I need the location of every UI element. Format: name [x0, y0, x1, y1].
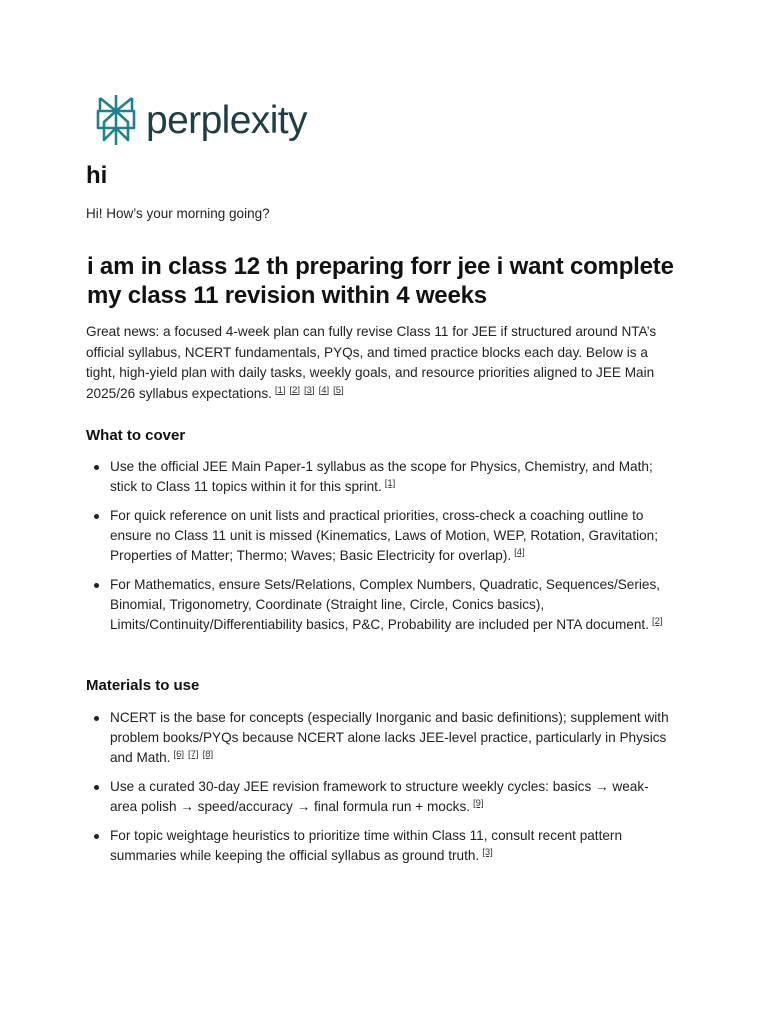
- citation-link[interactable]: [9]: [473, 798, 484, 809]
- list-item: [90, 826, 674, 866]
- citation-link[interactable]: [2]: [289, 384, 301, 396]
- list-item-text: For Mathematics, ensure Sets/Relations, Complex Numbers, Quadratic, Sequences/Series, Binomial, Trigonometry, Coordinate (Straight line, Circle, Conics basics), Limits/Continuity/Differentiability basics, P&C, Probability are included per NTA document.: [110, 577, 661, 632]
- bullet-dot: [94, 834, 99, 839]
- list-item-text: NCERT is the base for concepts (especially Inorganic and basic definitions); supplement with problem books/PYQs because NCERT alone lacks JEE-level practice, particularly in Physics and Math.: [110, 710, 669, 765]
- list-item: [90, 708, 674, 768]
- answer-text: Hi! How’s your morning going?: [86, 206, 270, 221]
- perplexity-logo-icon: [94, 94, 138, 146]
- bullet-dot: [94, 514, 99, 519]
- question-title: i am in class 12 th preparing forr jee i want complete my class 11 revision within 4 weeks: [87, 253, 674, 309]
- bullet-list: [90, 708, 674, 875]
- bullet-dot: [94, 583, 99, 588]
- citation-link[interactable]: [7]: [188, 749, 199, 760]
- section-heading: What to cover: [86, 427, 186, 444]
- citation-link[interactable]: [1]: [274, 384, 286, 396]
- list-item-text: Use the official JEE Main Paper-1 syllabus as the scope for Physics, Chemistry, and Math; stick to Class 11 topics within it for this sprint.: [110, 459, 653, 494]
- answer-intro: [86, 322, 676, 404]
- citation-link[interactable]: [4]: [318, 384, 330, 396]
- citation-link[interactable]: [4]: [514, 547, 525, 558]
- citation-link[interactable]: [1]: [384, 478, 396, 489]
- list-item: [90, 575, 674, 635]
- citation-link[interactable]: [5]: [333, 384, 344, 396]
- citation-link[interactable]: [8]: [202, 749, 214, 760]
- perplexity-logo[interactable]: [94, 94, 307, 146]
- list-item-text: For quick reference on unit lists and practical priorities, cross-check a coaching outline to ensure no Class 11 unit is missed (Kinematics, Laws of Motion, WEP, Rotation, Gravitation; Properties of Matter; Thermo; Waves; Basic Electricity for overlap).: [110, 508, 659, 563]
- bullet-dot: [94, 785, 99, 790]
- list-item-text: For topic weightage heuristics to prioritize time within Class 11, consult recent pattern summaries while keeping the official syllabus as ground truth.: [110, 828, 623, 863]
- list-item: [90, 457, 674, 497]
- bullet-dot: [94, 465, 99, 470]
- bullet-list: [90, 457, 674, 644]
- citation-link[interactable]: [3]: [304, 384, 315, 396]
- brand-name: perplexity: [146, 98, 307, 142]
- bullet-dot: [94, 716, 99, 721]
- citation-link[interactable]: [3]: [482, 847, 493, 858]
- list-item: [90, 506, 674, 566]
- citation-link[interactable]: [6]: [173, 749, 185, 760]
- question-title: hi: [86, 162, 108, 189]
- answer-intro-text: Great news: a focused 4-week plan can fully revise Class 11 for JEE if structured around NTA’s official syllabus, NCERT fundamentals, PYQs, and timed practice blocks each day. Below is a tight, high-yield plan with daily tasks, weekly goals, and resource priorities aligned to JEE Main 2025/26 syllabus expectations.: [86, 324, 657, 401]
- section-heading: Materials to use: [86, 677, 200, 694]
- citation-link[interactable]: [2]: [651, 616, 663, 627]
- list-item: [90, 777, 674, 817]
- list-item-text: Use a curated 30-day JEE revision framework to structure weekly cycles: basics → weak-area polish → speed/accuracy → final formula run + mocks.: [110, 779, 649, 814]
